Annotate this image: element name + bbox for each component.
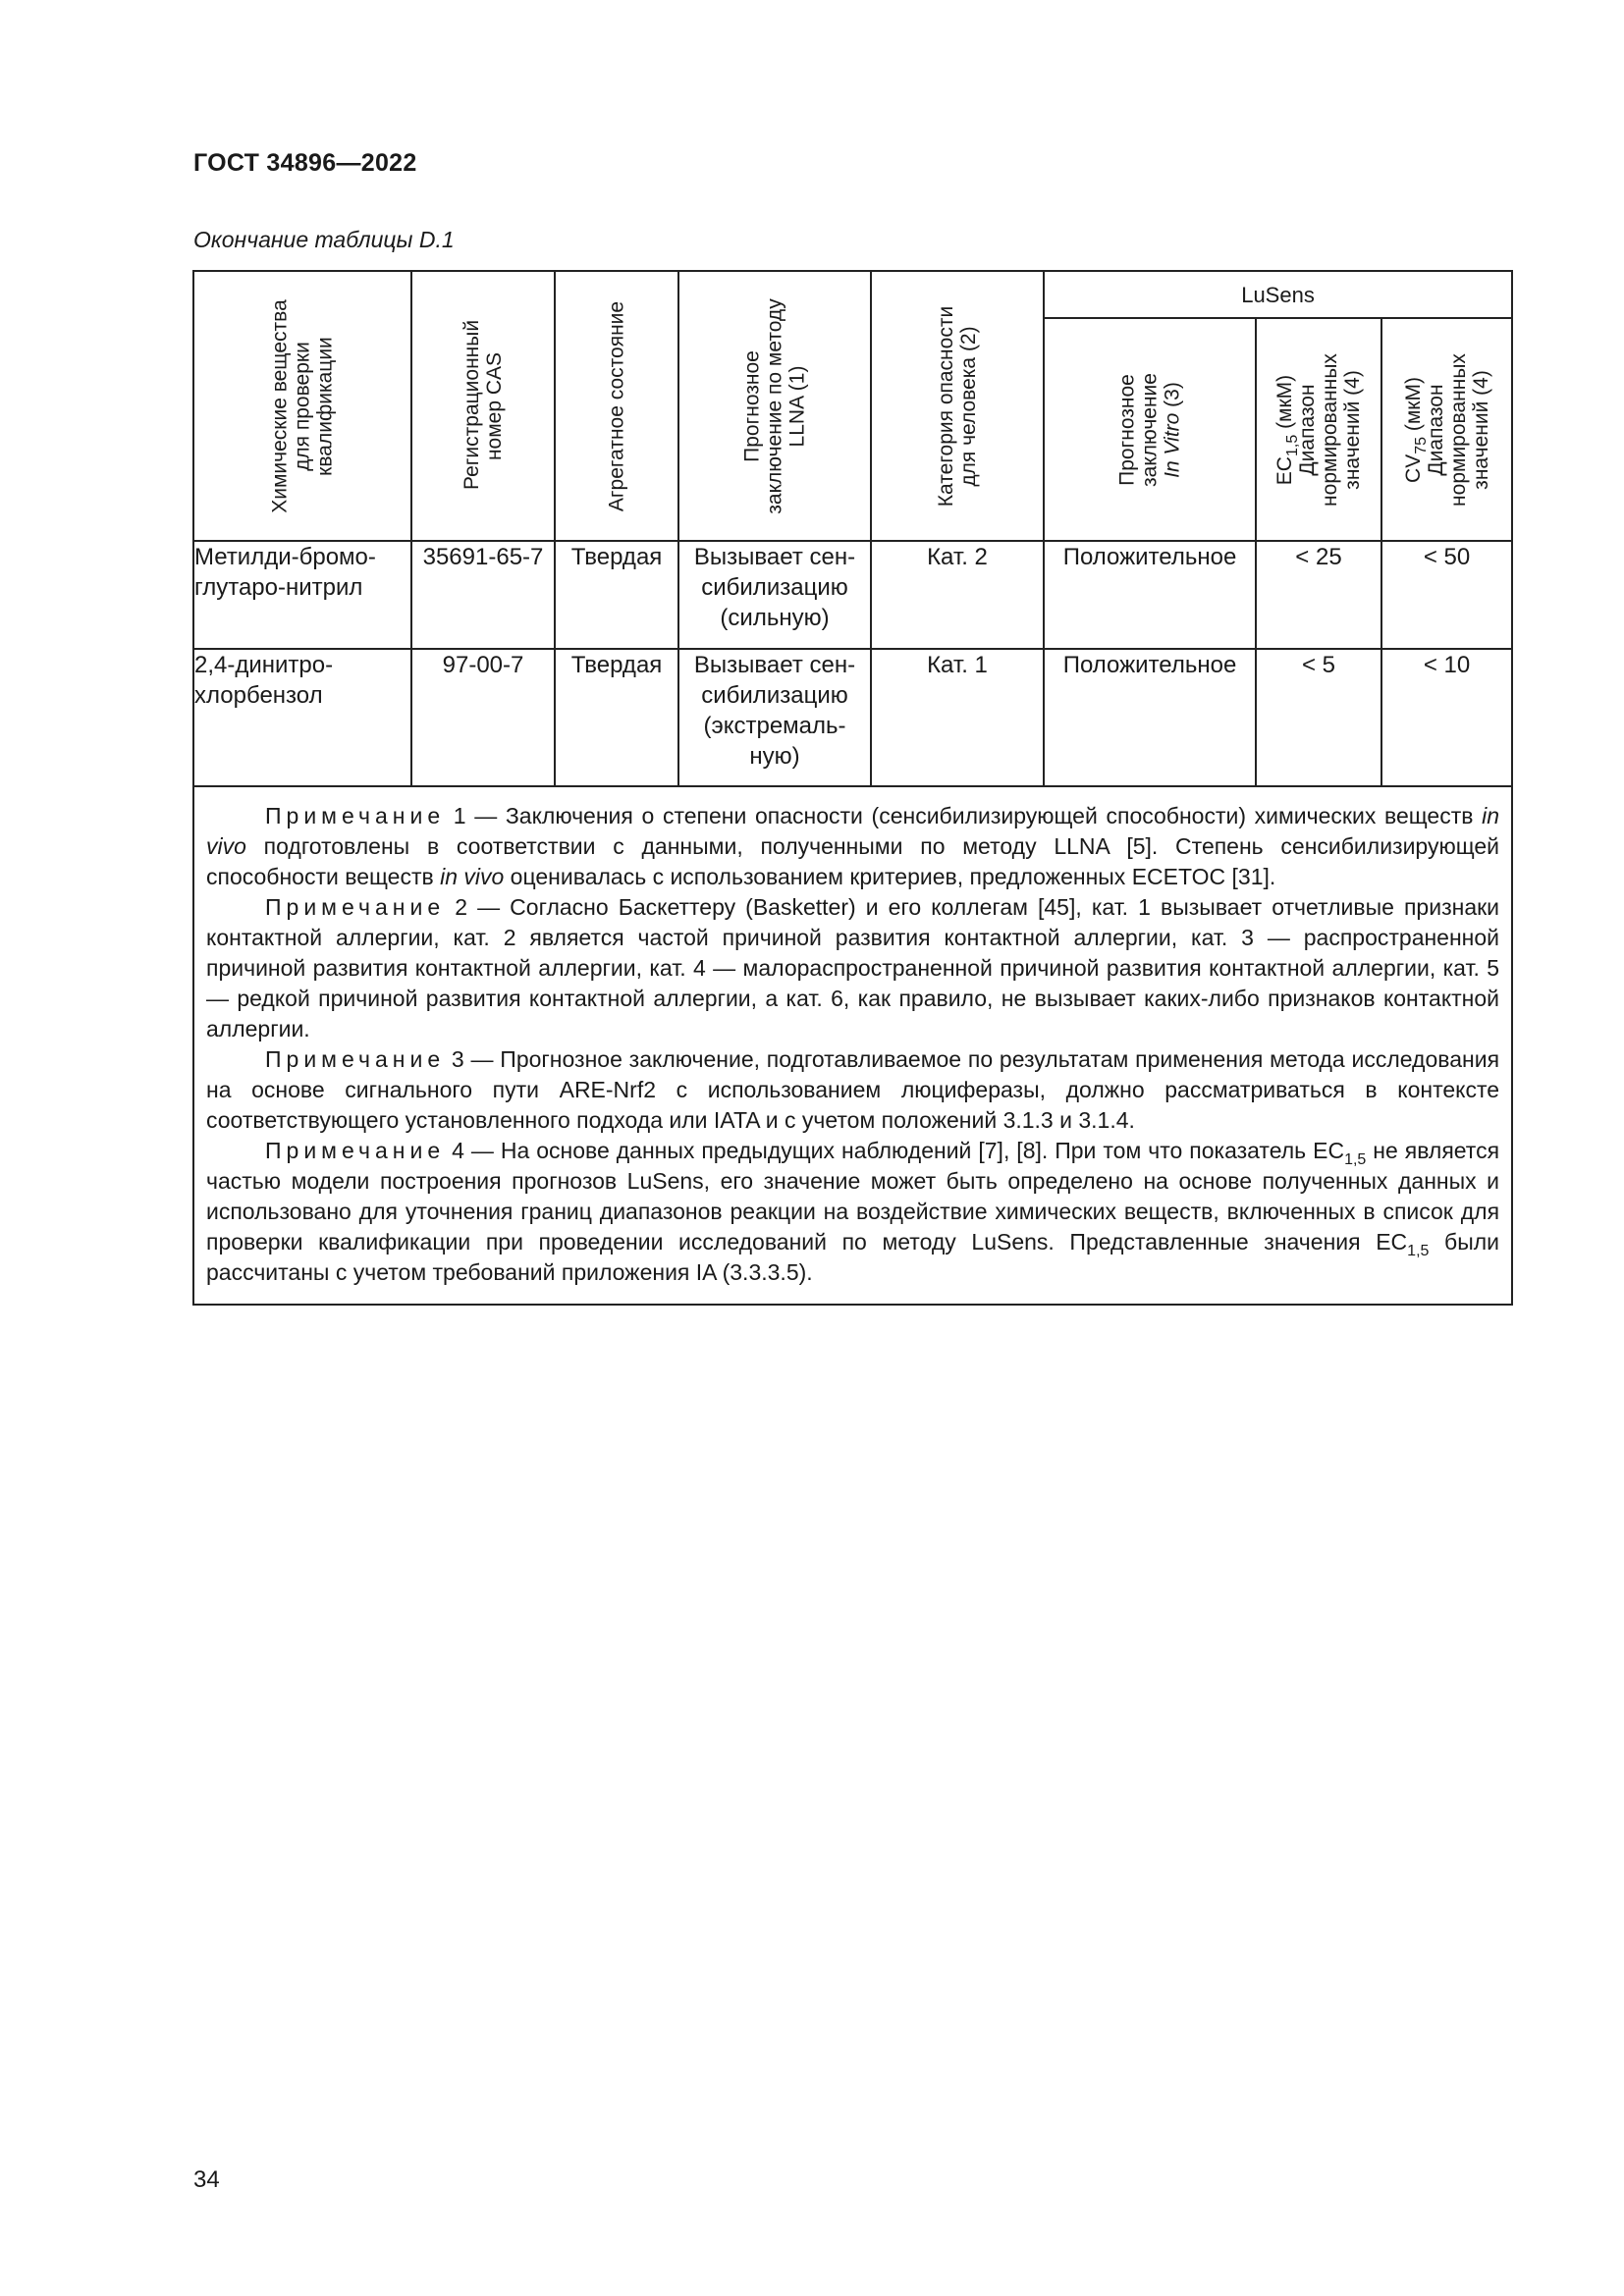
- cell-cv: < 50: [1381, 541, 1512, 649]
- header-cas-text: Регистрационный номер CAS: [460, 319, 506, 490]
- cell-state: Твердая: [555, 541, 678, 649]
- header-ec-line3: нормированных: [1319, 352, 1341, 507]
- note-4-subscript-a: 1,5: [1344, 1151, 1367, 1168]
- note-2-text: 2 — Согласно Баскеттеру (Basketter) и его коллегам [45], кат. 1 вызывает отчетливые признаки контактной аллергии, кат. 2 является частой причиной развития контактной аллергии, кат. 3 — распространенной причиной развития контактной аллергии, кат. 4 — малораспространенной причиной развития контактной аллергии, кат. 5 — редкой причиной развития контактной аллергии, а кат. 6, как правило, не вызывает каких-либо признаков контактной аллергии.: [206, 894, 1500, 1041]
- cell-prediction: Положительное: [1044, 541, 1256, 649]
- document-code: ГОСТ 34896—2022: [193, 149, 417, 177]
- page-number: 34: [193, 2166, 220, 2193]
- cell-llna: Вызывает сен-сибилизацию (сильную): [678, 541, 871, 649]
- cell-cas: 35691-65-7: [411, 541, 555, 649]
- cell-cv: < 10: [1381, 649, 1512, 786]
- table-caption: Окончание таблицы D.1: [193, 227, 455, 252]
- cell-llna: Вызывает сен-сибилизацию (экстремаль-ную): [678, 649, 871, 786]
- note-1-mid: подготовлены в соответствии с данными, полученными по методу LLNA [5]. Степень сенсибилизирующей способности веществ: [206, 833, 1500, 889]
- cell-ec: < 5: [1256, 649, 1381, 786]
- header-lusens-group: LuSens: [1044, 271, 1512, 318]
- header-prediction-text: [1116, 373, 1184, 487]
- note-4-subscript-b: 1,5: [1407, 1243, 1430, 1259]
- note-4-tail: были рассчитаны с учетом требований приложения IA (3.3.3.5).: [206, 1229, 1500, 1285]
- header-cv-subscript: 75: [1412, 436, 1430, 454]
- header-cv-text: [1402, 353, 1492, 507]
- note-2: [206, 892, 1499, 1044]
- cell-prediction: Положительное: [1044, 649, 1256, 786]
- header-cas: [411, 271, 555, 541]
- note-label: Примечание: [265, 894, 446, 920]
- header-cv-line2: Диапазон: [1424, 383, 1447, 476]
- header-ec-line4: значений (4): [1341, 369, 1364, 490]
- data-table: [192, 270, 1513, 1306]
- header-llna: [678, 271, 871, 541]
- note-label: Примечание: [265, 1138, 446, 1163]
- cell-chemical: 2,4-динитро-хлорбензол: [193, 649, 411, 786]
- note-4-lead: 4 — На основе данных предыдущих наблюдений [7], [8]. При том что показатель EC: [445, 1138, 1345, 1163]
- header-prediction-line2: заключение: [1138, 372, 1162, 487]
- note-4-mid: не является частью модели построения прогнозов LuSens, его значение может быть определено на основе полученных данных и использовано для уточнения границ диапазонов реакции на воздействие химических веществ, включенных в список для проверки квалификации при проведении исследований по методу LuSens. Представленные значения EC: [206, 1138, 1500, 1255]
- cell-category: Кат. 2: [871, 541, 1044, 649]
- header-state: [555, 271, 678, 541]
- header-ec-symbol: EC: [1273, 455, 1296, 485]
- note-1-lead: 1 — Заключения о степени опасности (сенсибилизирующей способности) химических веществ: [445, 803, 1483, 828]
- cell-state: Твердая: [555, 649, 678, 786]
- header-cv-line3: нормированных: [1446, 352, 1470, 507]
- cell-chemical: Метилди-бромо-глутаро-нитрил: [193, 541, 411, 649]
- header-ec-text: [1273, 353, 1364, 507]
- header-cv: [1381, 318, 1512, 541]
- table-row: [193, 541, 1512, 649]
- cell-ec: < 25: [1256, 541, 1381, 649]
- header-prediction-italic: In Vitro: [1161, 412, 1184, 478]
- header-llna-text: Прогнозное заключение по методу LLNA (1): [740, 297, 809, 514]
- note-1: [206, 801, 1499, 892]
- header-cv-symbol: CV: [1401, 454, 1425, 483]
- note-1-italic-b: in vivo: [440, 864, 505, 889]
- header-prediction-line1: Прогнозное: [1115, 373, 1139, 486]
- note-1-italic-a: in vivo: [206, 803, 1500, 859]
- note-1-tail: оценивалась с использованием критериев, предложенных ECETOC [31].: [504, 864, 1276, 889]
- header-ec-line2: Диапазон: [1296, 383, 1319, 476]
- header-prediction-ref: (3): [1161, 381, 1184, 413]
- header-chemical-text: Химические вещества для проверки квалификации: [268, 298, 337, 513]
- note-4: [206, 1136, 1499, 1288]
- header-cv-unit: (мкМ): [1401, 376, 1425, 437]
- header-ec: [1256, 318, 1381, 541]
- header-ec-subscript: 1,5: [1284, 434, 1301, 456]
- header-category-text: Категория опасности для человека (2): [935, 305, 980, 507]
- header-ec-unit: (мкМ): [1273, 374, 1296, 435]
- notes-block: [193, 786, 1512, 1305]
- header-state-text: Агрегатное состояние: [605, 300, 628, 511]
- cell-cas: 97-00-7: [411, 649, 555, 786]
- header-chemical: [193, 271, 411, 541]
- header-prediction: [1044, 318, 1256, 541]
- table-row: [193, 649, 1512, 786]
- cell-category: Кат. 1: [871, 649, 1044, 786]
- header-category: [871, 271, 1044, 541]
- header-cv-line4: значений (4): [1469, 369, 1492, 490]
- note-label: Примечание: [265, 803, 446, 828]
- note-3: [206, 1044, 1499, 1136]
- note-3-text: 3 — Прогнозное заключение, подготавливаемое по результатам применения метода исследования на основе сигнального пути ARE-Nrf2 с использованием люциферазы, должно рассматриваться в контексте соответствующего установленного подхода или IATA и с учетом положений 3.1.3 и 3.1.4.: [206, 1046, 1500, 1133]
- note-label: Примечание: [265, 1046, 446, 1072]
